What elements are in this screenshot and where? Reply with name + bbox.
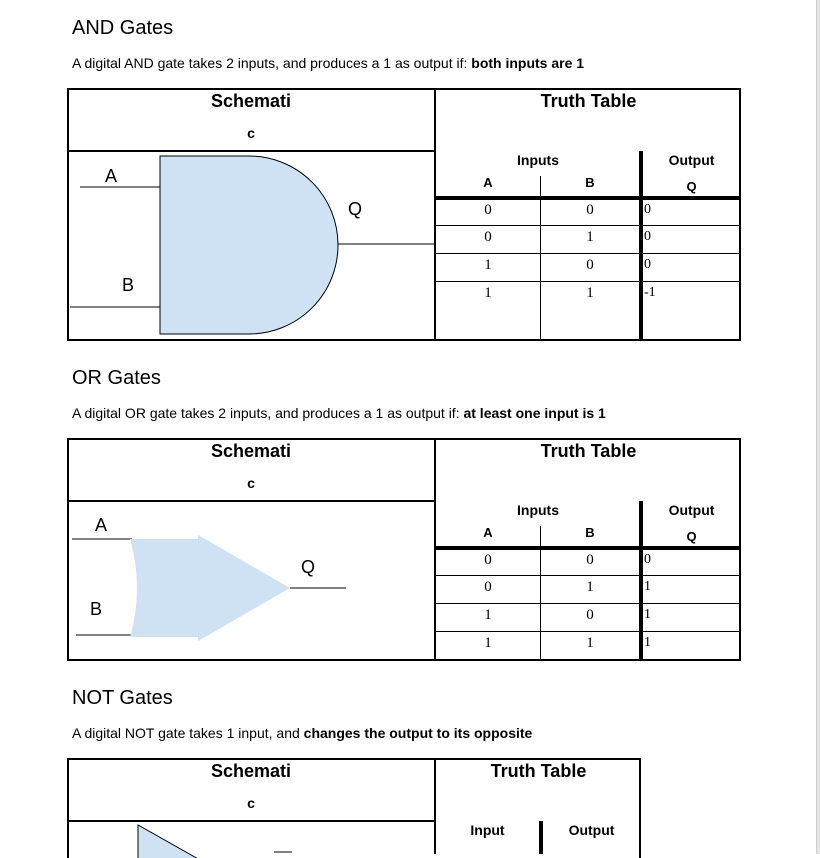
and-gates-heading: AND Gates [72, 17, 174, 39]
col-a-header: A [483, 175, 493, 190]
not-gates-heading: NOT Gates [72, 687, 173, 709]
or-pin-a-label: A [95, 515, 108, 535]
and-gates-description: A digital AND gate takes 2 inputs, and produces a 1 as output if: both inputs are 1 [72, 55, 585, 71]
col-b-header: B [585, 525, 595, 540]
col-a-header: A [483, 525, 493, 540]
truth-table-header: Truth Table [490, 761, 587, 781]
output-header: Output [668, 152, 715, 168]
schematic-header-cont: c [247, 795, 255, 811]
or-pin-b-label: B [90, 599, 103, 619]
or-gates-description: A digital OR gate takes 2 inputs, and produces a 1 as output if: at least one input is 1 [72, 405, 606, 421]
truth-table-header: Truth Table [540, 91, 637, 111]
and-pin-q-label: Q [348, 199, 363, 219]
inputs-header: Inputs [517, 152, 559, 168]
col-b-header: B [585, 175, 595, 190]
and-pin-b-label: B [122, 275, 135, 295]
schematic-header: Schemati [210, 91, 292, 111]
and-pin-a-label: A [105, 166, 118, 186]
truth-table-header: Truth Table [540, 441, 637, 461]
or-gates-heading: OR Gates [72, 367, 161, 389]
col-q-header: Q [686, 529, 697, 544]
or-pin-q-label: Q [301, 557, 316, 577]
col-q-header: Q [686, 179, 697, 194]
inputs-header: Inputs [517, 502, 559, 518]
schematic-header-cont: c [247, 475, 255, 491]
input-header: Input [470, 822, 505, 838]
not-gates-description: A digital NOT gate takes 1 input, and changes the output to its opposite [72, 725, 533, 741]
output-header: Output [668, 502, 715, 518]
schematic-header: Schemati [210, 441, 292, 461]
schematic-header-cont: c [247, 125, 255, 141]
output-header: Output [568, 822, 615, 838]
schematic-header: Schemati [210, 761, 292, 781]
